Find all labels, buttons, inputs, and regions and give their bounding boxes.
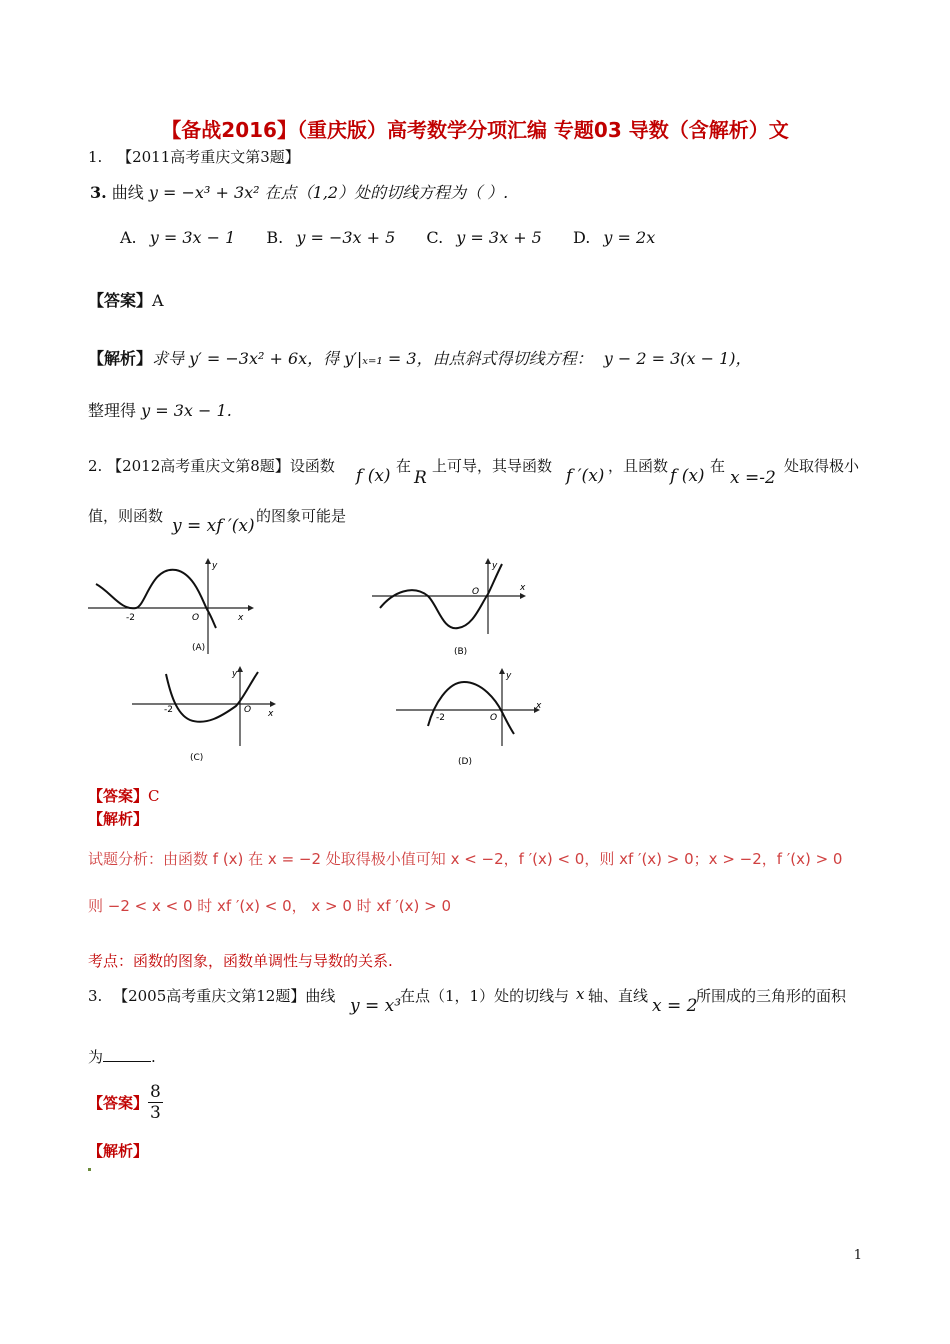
q2-R: R <box>414 468 427 488</box>
graph-c-tick-neg2: -2 <box>164 705 173 715</box>
q2-x-eq: x =-2 <box>730 468 776 488</box>
graph-c-axis-x: x <box>268 709 274 719</box>
q1-option-c-label: C. <box>426 228 444 247</box>
graph-d-tick-neg2: -2 <box>436 713 445 723</box>
q1-option-c: y = 3x + 5 <box>456 228 542 247</box>
q2-fx: f (x) <box>356 466 391 486</box>
q2-analysis-line1: 试题分析：由函数 f (x) 在 x = −2 处取得极小值可知 x < −2，f ′(x) < 0，则 xf ′(x) > 0；x > −2，f ′(x) > 0 <box>88 850 843 868</box>
page-title: 【备战2016】（重庆版）高考数学分项汇编 专题03 导数（含解析）文 <box>161 118 789 142</box>
q2-analysis-line2: 则 −2 < x < 0 时 xf ′(x) < 0， x > 0 时 xf ′(x) > 0 <box>88 897 451 915</box>
q2-kaodian: 考点：函数的图象，函数单调性与导数的关系. <box>88 952 393 970</box>
q2-fpx: f ′(x) <box>566 466 605 486</box>
q1-analysis-line1: 求导 y′ = −3x² + 6x，得 y′|ₓ₌₁ = 3，由点斜式得切线方程： <box>152 349 593 368</box>
q2-fx-2: f (x) <box>670 466 705 486</box>
q1-source: 【2011高考重庆文第3题】 <box>117 148 300 166</box>
q2-line2-end: 的图象可能是 <box>256 507 347 525</box>
q1-answer <box>88 288 164 311</box>
q3-line-eq: x = 2 <box>652 996 698 1016</box>
graph-c <box>130 664 300 768</box>
q3-answer <box>88 1082 163 1123</box>
q2-answer-label: 【答案】 <box>88 787 149 805</box>
q1-stem-number: 3. <box>90 183 107 202</box>
graph-b-label: (B) <box>454 647 468 657</box>
q3-curve: y = x³ <box>350 996 402 1016</box>
q2-text-2: 在 <box>396 457 412 475</box>
q2-line1 <box>88 455 335 476</box>
q3-text-1: 曲线 <box>305 987 336 1005</box>
q2-text-3: 上可导，其导函数 <box>432 457 553 475</box>
q2-answer-value: C <box>148 787 160 805</box>
graph-c-origin: O <box>244 705 252 715</box>
q2-text-4: ，且函数 <box>608 457 669 475</box>
anchor-mark <box>88 1168 91 1171</box>
q1-stem-equation: y = −x³ + 3x² 在点（1,2）处的切线方程为（ ）. <box>148 183 509 202</box>
q3-answer-fraction <box>148 1082 163 1123</box>
graph-c-label: (C) <box>190 753 204 763</box>
graph-c-axis-y: y <box>232 669 238 679</box>
graph-b-origin: O <box>472 587 480 597</box>
q3-answer-denominator: 3 <box>150 1103 161 1123</box>
q1-analysis-2 <box>88 398 232 421</box>
q1-answer-value: A <box>152 291 164 310</box>
q1-stem-text: 曲线 <box>111 183 144 202</box>
page-number: 1 <box>853 1248 862 1263</box>
q3-answer-blank <box>103 1047 151 1062</box>
q3-line2 <box>88 1046 156 1067</box>
graph-b-axis-y: y <box>492 561 498 571</box>
graph-a-axis-x: x <box>238 613 244 623</box>
q3-text-2: 在点（1，1）处的切线与 <box>400 987 570 1005</box>
q3-text-4: 所围成的三角形的面积 <box>696 987 847 1005</box>
q1-options <box>120 228 655 247</box>
q2-text-5: 在 <box>710 457 726 475</box>
q2-text-1: 设函数 <box>289 457 335 475</box>
q1-option-d-label: D. <box>572 228 591 247</box>
graph-a-label: (A) <box>192 643 206 653</box>
q1-analysis-line2-eq: y = 3x − 1. <box>141 401 232 420</box>
q1-option-d: y = 2x <box>603 228 656 247</box>
q2-line2-text: 值，则函数 <box>88 507 164 525</box>
q1-option-a: y = 3x − 1 <box>149 228 236 247</box>
q3-answer-numerator: 8 <box>150 1082 161 1102</box>
q2-answer <box>88 785 160 806</box>
q3-number: 3. <box>88 987 103 1005</box>
graph-b <box>368 556 538 660</box>
q1-header <box>88 146 300 167</box>
q1-option-b: y = −3x + 5 <box>296 228 396 247</box>
graph-a-tick-neg2: -2 <box>126 613 135 623</box>
q1-option-b-label: B. <box>266 228 284 247</box>
graph-d-axis-y: y <box>506 671 512 681</box>
graph-d-axis-x: x <box>536 701 542 711</box>
graph-b-axis-x: x <box>520 583 526 593</box>
graph-a-origin: O <box>192 613 200 623</box>
q1-number: 1. <box>88 148 103 166</box>
q2-analysis-label: 【解析】 <box>88 810 149 828</box>
q1-option-a-label: A. <box>120 228 137 247</box>
q3-analysis-label: 【解析】 <box>88 1142 149 1160</box>
q3-line2-text: 为 <box>88 1048 104 1066</box>
q1-analysis-label: 【解析】 <box>88 349 153 368</box>
q3-line2-end: . <box>151 1048 156 1066</box>
q2-text-6: 处取得极小 <box>784 457 860 475</box>
graph-d <box>394 664 564 768</box>
q2-source: 【2012高考重庆文第8题】 <box>107 457 290 475</box>
q2-number: 2. <box>88 457 103 475</box>
graph-a-axis-y: y <box>212 561 218 571</box>
q1-stem <box>90 180 508 203</box>
q1-analysis <box>88 346 752 369</box>
graph-a <box>86 556 256 656</box>
q1-analysis-line2-text: 整理得 <box>88 401 137 420</box>
q3-answer-label: 【答案】 <box>88 1094 149 1112</box>
q3-x-var: x <box>576 985 585 1003</box>
q3-text-3: 轴、直线 <box>588 987 649 1005</box>
q3-line1 <box>88 985 335 1006</box>
graph-d-origin: O <box>490 713 498 723</box>
q2-line2-eq: y = xf ′(x) <box>172 516 255 536</box>
graph-d-label: (D) <box>458 757 472 767</box>
q1-answer-label: 【答案】 <box>88 291 153 310</box>
q3-source: 【2005高考重庆文第12题】 <box>113 987 306 1005</box>
q1-analysis-line1b: y − 2 = 3(x − 1)， <box>603 349 752 368</box>
